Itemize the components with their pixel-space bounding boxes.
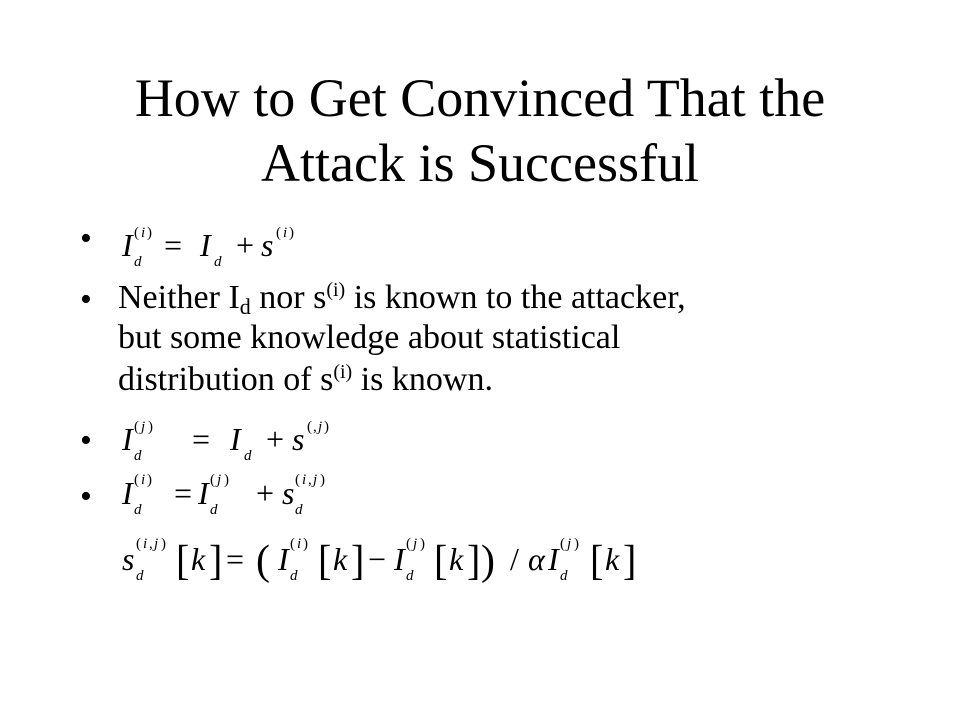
svg-text:d: d xyxy=(134,502,142,518)
svg-text:): ) xyxy=(574,536,579,552)
svg-text:+: + xyxy=(266,421,285,457)
svg-text:I: I xyxy=(122,227,133,263)
bullet-2-line-3-b: is known. xyxy=(352,361,493,398)
bullet-marker-3: • xyxy=(80,422,92,459)
bullet-marker-2: • xyxy=(80,281,92,318)
svg-text:(: ( xyxy=(134,419,139,435)
svg-text:=: = xyxy=(192,421,211,457)
svg-text:(: ( xyxy=(256,538,270,584)
svg-text:d: d xyxy=(244,448,252,464)
svg-text:[: [ xyxy=(318,536,332,584)
svg-text:I: I xyxy=(122,421,133,457)
svg-text:k: k xyxy=(605,541,620,577)
bullet-2-line-2: but some knowledge about statistical xyxy=(118,319,621,356)
svg-text:i: i xyxy=(141,472,146,488)
svg-text:d: d xyxy=(134,448,142,464)
svg-text:s: s xyxy=(261,227,274,263)
bullet-2-text-b: nor s xyxy=(250,279,327,316)
svg-text:[: [ xyxy=(590,536,604,584)
svg-text:k: k xyxy=(333,541,348,577)
svg-text:]: ] xyxy=(467,536,481,584)
svg-text:d: d xyxy=(295,502,303,518)
svg-text:j: j xyxy=(313,472,318,488)
svg-text:j: j xyxy=(567,536,572,552)
bullet-2-line-3-a: distribution of s xyxy=(118,361,334,398)
svg-text:(: ( xyxy=(290,536,295,552)
svg-text:α: α xyxy=(528,541,545,577)
svg-text:I: I xyxy=(230,421,241,457)
svg-text:,: , xyxy=(308,472,312,488)
bullet-2-text-a: Neither I xyxy=(118,279,240,316)
svg-text:k: k xyxy=(191,541,206,577)
svg-text:): ) xyxy=(161,536,166,552)
svg-text:j: j xyxy=(141,419,146,435)
svg-text:d: d xyxy=(406,568,414,584)
svg-text:(: ( xyxy=(134,472,139,488)
bullet-2-sup-i: (i) xyxy=(326,279,346,301)
svg-text:(: ( xyxy=(406,536,411,552)
svg-text:d: d xyxy=(210,502,218,518)
svg-text:=: = xyxy=(164,227,183,263)
svg-text:i: i xyxy=(143,536,148,552)
svg-text:/: / xyxy=(510,541,519,577)
svg-text:I: I xyxy=(198,475,209,511)
svg-text:k: k xyxy=(449,541,464,577)
svg-text:i: i xyxy=(141,225,146,241)
svg-text:]: ] xyxy=(351,536,365,584)
equation-3 xyxy=(118,464,378,522)
svg-text:(: ( xyxy=(210,472,215,488)
bullet-2-text-c: is known to the attacker, xyxy=(345,279,686,316)
svg-text:i: i xyxy=(283,225,288,241)
svg-text:+: + xyxy=(256,475,275,511)
slide-title-line-2: Attack is Successful xyxy=(261,133,699,193)
svg-text:d: d xyxy=(560,568,568,584)
svg-text:): ) xyxy=(420,536,425,552)
equation-2 xyxy=(118,410,378,466)
svg-text:): ) xyxy=(324,419,329,435)
svg-text:): ) xyxy=(224,472,229,488)
svg-text:): ) xyxy=(303,536,308,552)
svg-text:=: = xyxy=(226,541,245,577)
bullet-2-sub-d: d xyxy=(239,294,251,319)
svg-text:,: , xyxy=(313,419,317,435)
bullet-2-line-1 xyxy=(118,278,686,318)
svg-text:(: ( xyxy=(136,536,141,552)
svg-text:d: d xyxy=(290,568,298,584)
svg-text:(: ( xyxy=(295,472,300,488)
svg-text:(: ( xyxy=(134,225,139,241)
equation-4 xyxy=(118,526,678,590)
svg-text:(: ( xyxy=(276,225,281,241)
svg-text:+: + xyxy=(236,227,255,263)
bullet-marker-4: • xyxy=(80,478,92,515)
svg-text:): ) xyxy=(147,225,152,241)
svg-text:d: d xyxy=(214,254,222,270)
svg-text:): ) xyxy=(147,472,152,488)
svg-text:]: ] xyxy=(209,536,223,584)
svg-text:I: I xyxy=(200,227,211,263)
svg-text:j: j xyxy=(413,536,418,552)
bullet-2-line-3-sup: (i) xyxy=(333,361,353,383)
svg-text:): ) xyxy=(481,538,495,584)
svg-text:(: ( xyxy=(307,419,312,435)
svg-text:): ) xyxy=(148,419,153,435)
svg-text:,: , xyxy=(149,536,153,552)
svg-text:): ) xyxy=(289,225,294,241)
svg-text:s: s xyxy=(122,541,135,577)
svg-text:−: − xyxy=(368,541,387,577)
bullet-marker-1: • xyxy=(80,220,92,257)
svg-text:I: I xyxy=(548,541,559,577)
svg-text:[: [ xyxy=(176,536,190,584)
svg-text:j: j xyxy=(154,536,159,552)
svg-text:I: I xyxy=(122,475,133,511)
svg-text:]: ] xyxy=(623,536,637,584)
svg-text:s: s xyxy=(292,421,305,457)
svg-text:d: d xyxy=(134,254,142,270)
svg-text:I: I xyxy=(394,541,405,577)
equation-1 xyxy=(118,216,358,272)
svg-text:d: d xyxy=(136,568,144,584)
svg-text:i: i xyxy=(302,472,307,488)
svg-text:i: i xyxy=(297,536,302,552)
svg-text:): ) xyxy=(320,472,325,488)
svg-text:=: = xyxy=(174,475,193,511)
svg-text:(: ( xyxy=(560,536,565,552)
svg-text:[: [ xyxy=(434,536,448,584)
slide-title-line-1: How to Get Convinced That the xyxy=(134,68,826,128)
svg-text:j: j xyxy=(318,419,323,435)
bullet-2-line-3 xyxy=(118,360,493,400)
svg-text:I: I xyxy=(278,541,289,577)
svg-text:s: s xyxy=(282,475,295,511)
svg-text:j: j xyxy=(217,472,222,488)
